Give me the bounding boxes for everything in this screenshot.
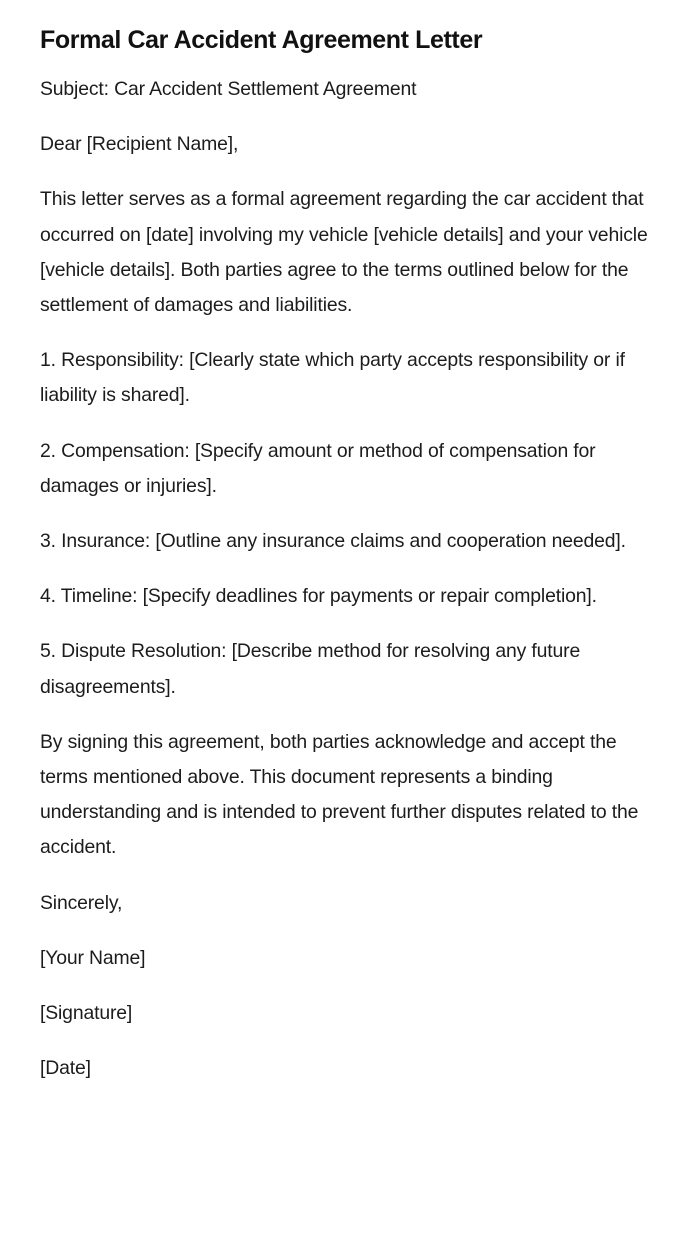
term-timeline: 4. Timeline: [Specify deadlines for payments or repair completion].: [40, 585, 597, 608]
closing-paragraph: By signing this agreement, both parties acknowledge and accept the terms mentioned above. This document represents a binding understanding and is intended to prevent further disputes related to the accident.: [40, 730, 639, 859]
date-placeholder: [Date]: [40, 1057, 91, 1080]
intro-paragraph: This letter serves as a formal agreement regarding the car accident that occurred on [date] involving my vehicle [vehicle details] and your vehicle [vehicle details]. Both parties agree to the terms outlined below for the settlement of damages and liabilities.: [40, 188, 648, 317]
your-name-placeholder: [Your Name]: [40, 946, 146, 969]
term-compensation: 2. Compensation: [Specify amount or method of compensation for damages or injuries].: [40, 439, 596, 497]
term-responsibility: 1. Responsibility: [Clearly state which party accepts responsibility or if liability is shared].: [40, 349, 625, 407]
salutation: Dear [Recipient Name],: [40, 133, 239, 156]
signature-placeholder: [Signature]: [40, 1002, 133, 1025]
subject-line: Subject: Car Accident Settlement Agreement: [40, 78, 417, 100]
document-title: Formal Car Accident Agreement Letter: [40, 26, 483, 54]
term-insurance: 3. Insurance: [Outline any insurance claims and cooperation needed].: [40, 530, 626, 553]
term-dispute-resolution: 5. Dispute Resolution: [Describe method for resolving any future disagreements].: [40, 640, 581, 698]
sign-off: Sincerely,: [40, 891, 123, 914]
